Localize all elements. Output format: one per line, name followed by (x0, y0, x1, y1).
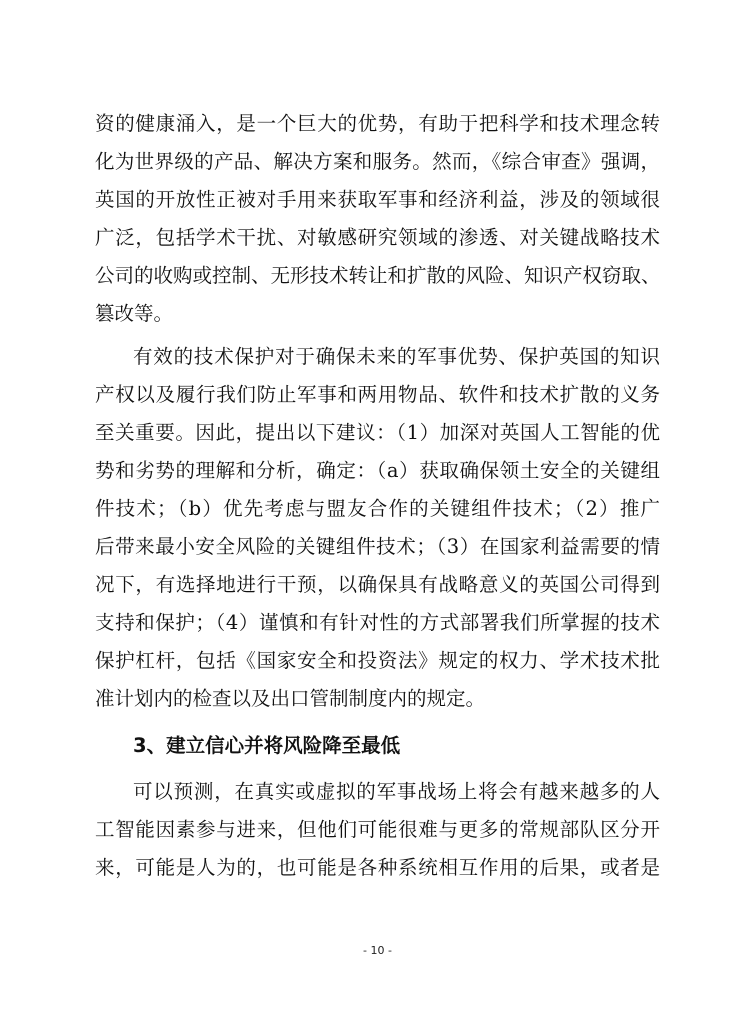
text-line: 件技术；（b）优先考虑与盟友合作的关键组件技术；（2）推广 (95, 497, 660, 520)
text-line: 后带来最小安全风险的关键组件技术；（3）在国家利益需要的情 (95, 535, 660, 558)
text-line: 势和劣势的理解和分析，确定：（a）获取确保领土安全的关键组 (95, 459, 660, 482)
text-line: 公司的收购或控制、无形技术转让和扩散的风险、知识产权窃取、 (95, 264, 661, 287)
page-number: - 10 - (363, 944, 392, 957)
text-line: 可以预测，在真实或虚拟的军事战场上将会有越来越多的人 (133, 780, 660, 803)
text-line: 化为世界级的产品、解决方案和服务。然而，《综合审查》强调， (95, 150, 660, 173)
section-heading: 3、建立信心并将风险降至最低 (133, 734, 401, 757)
text-line: 资的健康涌入，是一个巨大的优势，有助于把科学和技术理念转 (95, 112, 660, 135)
text-line: 况下，有选择地进行干预，以确保具有战略意义的英国公司得到 (95, 573, 660, 596)
text-line: 广泛，包括学术干扰、对敏感研究领域的渗透、对关键战略技术 (95, 226, 660, 249)
text-line: 产权以及履行我们防止军事和两用物品、软件和技术扩散的义务 (95, 383, 660, 406)
text-line: 支持和保护；（4）谨慎和有针对性的方式部署我们所掌握的技术 (95, 611, 660, 634)
text-line: 有效的技术保护对于确保未来的军事优势、保护英国的知识 (133, 345, 660, 368)
text-line: 篡改等。 (95, 302, 174, 325)
text-line: 来，可能是人为的，也可能是各种系统相互作用的后果，或者是 (95, 856, 660, 879)
text-line: 保护杠杆，包括《国家安全和投资法》规定的权力、学术技术批 (95, 649, 660, 672)
text-line: 至关重要。因此，提出以下建议：（1）加深对英国人工智能的优 (95, 421, 660, 444)
text-line: 准计划内的检查以及出口管制制度内的规定。 (95, 687, 486, 710)
text-line: 工智能因素参与进来，但他们可能很难与更多的常规部队区分开 (95, 818, 660, 841)
text-line: 英国的开放性正被对手用来获取军事和经济利益，涉及的领域很 (95, 188, 660, 211)
